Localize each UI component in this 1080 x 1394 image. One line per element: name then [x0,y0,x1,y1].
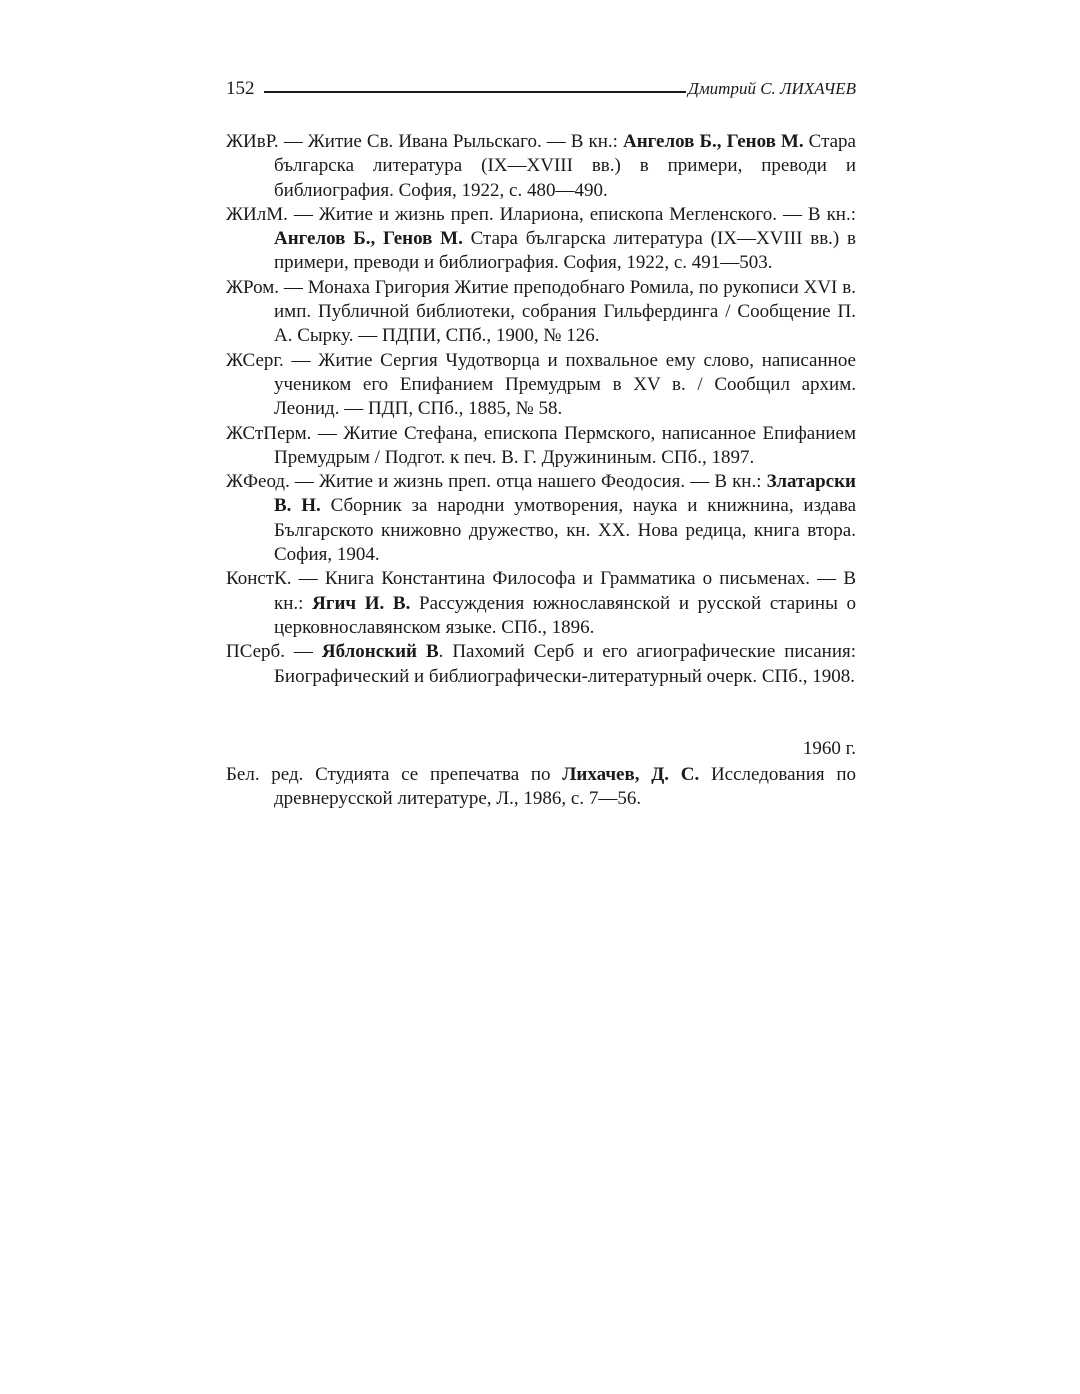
note-text: Исследования по древнерусской литературе, Л., 1986, с. 7—56. [274,764,856,810]
reference-entry [226,470,856,567]
reference-entry [226,203,856,276]
reference-text: ЖИлМ. — Житие и жизнь преп. Илариона, епископа Мегленского. — В кн.: [226,203,856,225]
header-rule [264,91,686,93]
note-author: Лихачев, Д. С. [562,764,700,785]
reference-text: ЖФеод. — Житие и жизнь преп. отца нашего Феодосия. — В кн.: [226,471,767,493]
reference-text: ЖСтПерм. — Житие Стефана, епископа Пермского, написанное Епифанием Премудрым / Подгот. к печ. В. Г. Дружининым. СПб., 1897. [226,422,856,468]
reference-list [226,130,856,689]
reference-text: Стара българска литература (IX—XVIII вв.) в примери, преводи и библиография. София, 1922, с. 480—490. [274,131,856,201]
reference-text: ЖИвР. — Житие Св. Ивана Рыльскаго. — В кн.: [226,131,623,152]
reference-text: Сборник за народни умотворения, наука и книжнина, издава Българското книжовно дружество, кн. XX. Нова редица, книга втора. София, 1904. [274,495,857,566]
reference-text: Стара българска литература (IX—XVIII вв.) в примери, преводи и библиография. София, 1922, с. 491—503. [274,228,857,274]
reference-entry [226,640,856,689]
reference-author: Ангелов Б., Генов М. [274,228,463,250]
reference-text: ПСерб. — [226,641,322,663]
reference-entry [226,567,856,640]
page-number: 152 [226,78,255,99]
reference-author: Яблонский В [321,641,439,663]
reference-entry [226,130,856,203]
date-line: 1960 г. [802,738,856,759]
running-head: Дмитрий С. ЛИХАЧЕВ [688,79,856,98]
reference-text: Рассуждения южнославянской и русской старины о церковнославянском языке. СПб., 1896. [274,592,856,638]
reference-entry [226,422,856,471]
reference-text: ЖСерг. — Житие Сергия Чудотворца и похвальное ему слово, написанное учеником его Епифанием Премудрым в XV в. / Сообщил архим. Леонид. — ПДП, СПб., 1885, № 58. [226,349,856,420]
editor-note [226,763,856,812]
note-text: Бел. ред. Студията се препечатва по [226,764,563,785]
reference-author: Ангелов Б., Генов М. [623,131,804,152]
page-header [226,76,856,102]
reference-author: Ягич И. В. [312,592,411,614]
reference-text: КонстК. — Книга Константина Философа и Грамматика о письменах. — В кн.: [226,568,856,614]
reference-entry [226,276,856,349]
reference-text: ЖРом. — Монаха Григория Житие преподобнаго Ромила, по рукописи XVI в. имп. Публичной библиотеки, собрания Гильфердинга / Сообщение П. А. Сырку. — ПДПИ, СПб., 1900, № 126. [226,276,856,347]
reference-author: Златарски В. Н. [274,471,856,517]
reference-entry [226,349,856,422]
reference-text: . Пахомий Серб и его агиографические писания: Биографический и библиографически-литературный очерк. СПб., 1908. [274,641,856,687]
